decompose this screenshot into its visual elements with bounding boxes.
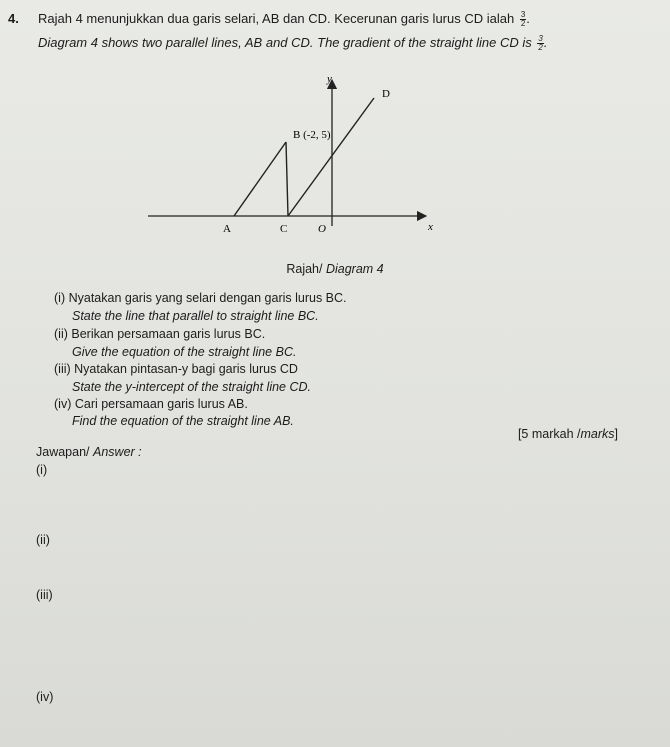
diagram-4 — [130, 70, 450, 245]
line-AB — [234, 142, 286, 216]
part-iii-malay-text: Nyatakan pintasan-y bagi garis lurus CD — [74, 362, 298, 376]
part-ii-malay-text: Berikan persamaan garis lurus BC. — [71, 327, 266, 341]
marks-label: [5 markah /marks] — [517, 427, 618, 441]
part-ii-label: (ii) — [54, 327, 68, 341]
part-iv-english: Find the equation of the straight line AB. — [72, 414, 294, 428]
gradient-denominator: 2 — [538, 43, 543, 53]
gradient-numerator: 3 — [538, 34, 543, 44]
answer-label-iv: (iv) — [36, 690, 54, 704]
part-iv-malay-text: Cari persamaan garis lurus AB. — [74, 397, 248, 411]
gradient-denominator: 2 — [520, 19, 526, 29]
line-BC — [286, 142, 288, 216]
part-i-malay — [54, 291, 347, 305]
part-ii-malay — [54, 327, 265, 341]
gradient-numerator: 3 — [520, 10, 526, 20]
question-english-sentence: Diagram 4 shows two parallel lines, AB and CD. The gradient of the straight line CD is — [38, 35, 532, 50]
diagram-caption — [0, 262, 670, 276]
part-iii-label: (iii) — [54, 362, 71, 376]
question-number: 4. — [8, 11, 19, 26]
y-axis-label: y — [327, 73, 332, 85]
question-text-english: Diagram 4 shows two parallel lines, AB and CD. The gradient of the straight line CD is $\frac{3}{2}$ . — [38, 34, 548, 53]
question-text-malay: Rajah 4 menunjukkan dua garis selari, AB dan CD. Kecerunan garis lurus CD ialah $\frac{3}{2}$ . — [38, 10, 530, 29]
answer-heading: Jawapan/ Answer : — [36, 445, 142, 459]
question-malay-sentence: Rajah 4 menunjukkan dua garis selari, AB dan CD. Kecerunan garis lurus CD ialah — [38, 11, 515, 26]
part-i-english: State the line that parallel to straight line BC. — [72, 309, 319, 323]
part-i-label: (i) — [54, 291, 66, 305]
line-CD — [288, 98, 374, 216]
part-iv-label: (iv) — [54, 397, 72, 411]
point-C-label: C — [280, 223, 288, 235]
point-A-label: A — [223, 223, 231, 235]
part-iii-malay — [54, 362, 298, 376]
answer-label-i: (i) — [36, 463, 48, 477]
part-iii-english: State the y-intercept of the straight line CD. — [72, 380, 312, 394]
point-B-label: B (-2, 5) — [293, 129, 331, 141]
answer-label-ii: (ii) — [36, 533, 50, 547]
caption-english: Diagram 4 — [325, 262, 384, 276]
point-D-label: D — [382, 88, 390, 100]
x-axis-label: x — [428, 221, 433, 233]
part-iv-malay — [54, 397, 248, 411]
origin-label: O — [318, 223, 326, 235]
caption-malay: Rajah/ — [286, 262, 323, 276]
part-i-malay-text: Nyatakan garis yang selari dengan garis lurus BC. — [68, 291, 347, 305]
answer-label-iii: (iii) — [36, 588, 53, 602]
part-ii-english: Give the equation of the straight line BC. — [72, 345, 297, 359]
